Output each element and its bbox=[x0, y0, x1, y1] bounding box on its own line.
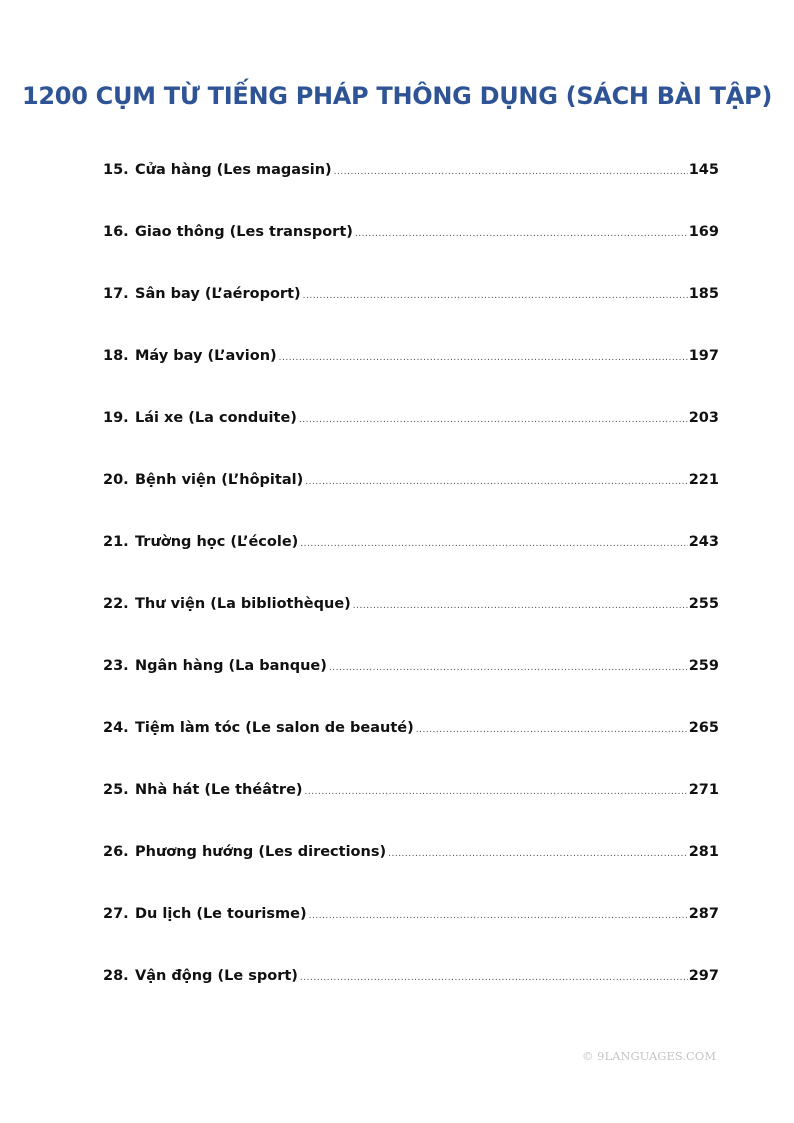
toc-entry-page: 169 bbox=[688, 224, 719, 240]
dot-leader bbox=[300, 973, 688, 983]
toc-entry[interactable] bbox=[103, 720, 719, 782]
dot-leader bbox=[309, 911, 688, 921]
page-title: 1200 CỤM TỪ TIẾNG PHÁP THÔNG DỤNG (SÁCH BÀI TẬP) bbox=[22, 82, 772, 110]
toc-entry-number: 25. bbox=[103, 782, 129, 798]
toc-entry-page: 281 bbox=[688, 844, 719, 860]
dot-leader bbox=[353, 601, 688, 611]
toc-entry[interactable] bbox=[103, 534, 719, 596]
dot-leader bbox=[303, 291, 688, 301]
toc-entry-title: Sân bay (L’aéroport) bbox=[135, 286, 301, 302]
toc-entry-page: 185 bbox=[688, 286, 719, 302]
toc-entry-title: Vận động (Le sport) bbox=[135, 968, 298, 984]
toc-entry-number: 27. bbox=[103, 906, 129, 922]
copyright-watermark: © 9LANGUAGES.COM bbox=[581, 1049, 716, 1063]
toc-entry-number: 17. bbox=[103, 286, 129, 302]
dot-leader bbox=[388, 849, 688, 859]
toc-entry[interactable] bbox=[103, 410, 719, 472]
toc-entry-page: 145 bbox=[688, 162, 719, 178]
toc-entry-title: Ngân hàng (La banque) bbox=[135, 658, 327, 674]
toc-entry-title: Du lịch (Le tourisme) bbox=[135, 906, 307, 922]
dot-leader bbox=[416, 725, 688, 735]
dot-leader bbox=[329, 663, 688, 673]
toc-entry[interactable] bbox=[103, 596, 719, 658]
toc-entry-page: 221 bbox=[688, 472, 719, 488]
toc-entry[interactable] bbox=[103, 162, 719, 224]
toc-entry[interactable] bbox=[103, 906, 719, 968]
dot-leader bbox=[334, 167, 688, 177]
toc-entry-number: 28. bbox=[103, 968, 129, 984]
toc-entry-number: 23. bbox=[103, 658, 129, 674]
toc-entry-title: Tiệm làm tóc (Le salon de beauté) bbox=[135, 720, 414, 736]
dot-leader bbox=[279, 353, 688, 363]
dot-leader bbox=[305, 477, 688, 487]
toc-entry[interactable] bbox=[103, 968, 719, 1030]
toc-entry[interactable] bbox=[103, 286, 719, 348]
dot-leader bbox=[305, 787, 688, 797]
toc-entry-title: Nhà hát (Le théâtre) bbox=[135, 782, 303, 798]
toc-entry-page: 287 bbox=[688, 906, 719, 922]
toc-entry-page: 243 bbox=[688, 534, 719, 550]
dot-leader bbox=[300, 539, 687, 549]
toc-entry[interactable] bbox=[103, 348, 719, 410]
toc-entry-number: 20. bbox=[103, 472, 129, 488]
toc-entry-page: 265 bbox=[688, 720, 719, 736]
toc-entry-page: 197 bbox=[688, 348, 719, 364]
toc-entry-number: 26. bbox=[103, 844, 129, 860]
toc-entry-title: Thư viện (La bibliothèque) bbox=[135, 596, 351, 612]
toc-entry-title: Phương hướng (Les directions) bbox=[135, 844, 387, 860]
toc-entry-number: 22. bbox=[103, 596, 129, 612]
toc-entry-page: 259 bbox=[688, 658, 719, 674]
toc-entry-title: Bệnh viện (L’hôpital) bbox=[135, 472, 304, 488]
toc-entry[interactable] bbox=[103, 472, 719, 534]
toc-entry-number: 16. bbox=[103, 224, 129, 240]
toc-entry-page: 271 bbox=[688, 782, 719, 798]
toc-entry[interactable] bbox=[103, 658, 719, 720]
toc-entry-title: Máy bay (L’avion) bbox=[135, 348, 277, 364]
dot-leader bbox=[299, 415, 688, 425]
toc-entry-number: 19. bbox=[103, 410, 129, 426]
toc-entry[interactable] bbox=[103, 224, 719, 286]
toc-entry-title: Lái xe (La conduite) bbox=[135, 410, 297, 426]
toc-entry-number: 15. bbox=[103, 162, 129, 178]
toc-entry[interactable] bbox=[103, 782, 719, 844]
toc-entry-number: 18. bbox=[103, 348, 129, 364]
toc-entry-number: 21. bbox=[103, 534, 129, 550]
toc-entry-page: 255 bbox=[688, 596, 719, 612]
toc-entry-title: Cửa hàng (Les magasin) bbox=[135, 162, 332, 178]
toc-entry-number: 24. bbox=[103, 720, 129, 736]
toc-entry-page: 297 bbox=[688, 968, 719, 984]
toc-entry-title: Giao thông (Les transport) bbox=[135, 224, 353, 240]
toc-entry[interactable] bbox=[103, 844, 719, 906]
table-of-contents bbox=[103, 162, 719, 1030]
dot-leader bbox=[355, 229, 688, 239]
toc-entry-title: Trường học (L’école) bbox=[135, 534, 299, 550]
toc-entry-page: 203 bbox=[688, 410, 719, 426]
